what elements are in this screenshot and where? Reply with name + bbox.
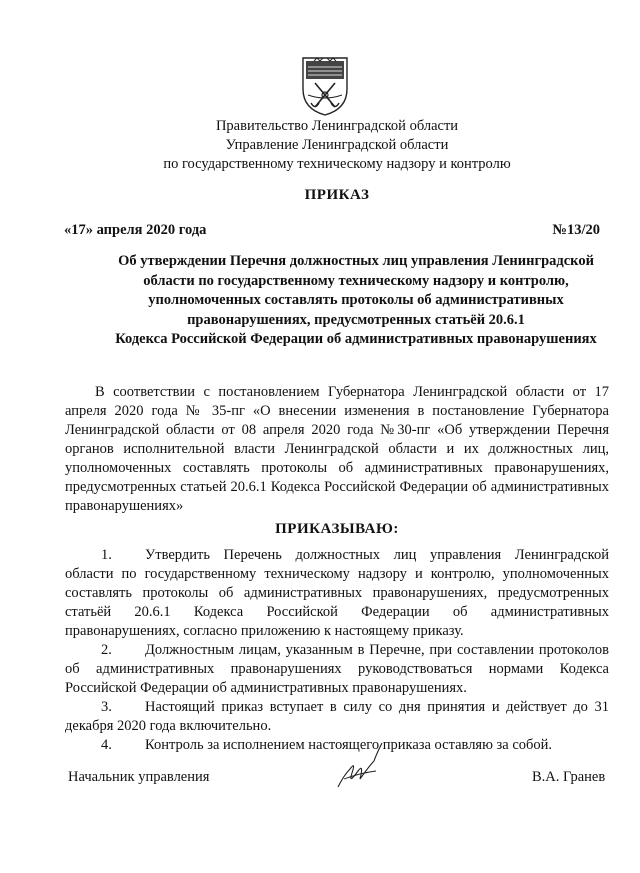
subject-line: Об утверждении Перечня должностных лиц управления Ленинградской (118, 253, 594, 269)
coat-of-arms-icon (300, 55, 350, 117)
signer-name: В.А. Гранев (532, 769, 606, 785)
item-number: 3. (101, 699, 112, 715)
date-number-line (64, 222, 600, 239)
order-date: «17» апреля 2020 года (64, 222, 207, 238)
org-line: по государственному техническому надзору и контролю (163, 156, 511, 172)
list-item (65, 546, 609, 641)
handwritten-signature-icon (330, 735, 390, 795)
decree-heading: ПРИКАЗЫВАЮ: (275, 521, 399, 537)
subject-line: уполномоченных составлять протоколы об административных (148, 292, 564, 308)
order-subject (96, 252, 616, 350)
preamble-paragraph: В соответствии с постановлением Губернатора Ленинградской области от 17 апреля 2020 года № 35-пг «О внесении изменения в постановление Губернатора Ленинградской области от 08 апреля 2020 года №30-пг «Об утверждении Перечня органов исполнительной власти Ленинградской области и их должностных лиц, уполномоченных составлять протоколы об административных правонарушениях, предусмотренных статьей 20.6.1 Кодекса Российской Федерации об административных правонарушениях» (65, 384, 609, 514)
subject-line: правонарушениях, предусмотренных статьёй 20.6.1 (187, 311, 525, 328)
org-line: Управление Ленинградской области (225, 137, 449, 153)
order-items-list (65, 546, 609, 755)
org-line: Правительство Ленинградской области (215, 118, 459, 134)
signer-position: Начальник управления (68, 769, 210, 785)
organization-header (0, 117, 640, 174)
document-type-title: ПРИКАЗ (304, 187, 370, 203)
list-item (65, 641, 609, 698)
order-number: №13/20 (552, 222, 600, 238)
item-number: 4. (101, 737, 112, 753)
list-item (65, 698, 609, 736)
subject-line: области по государственному техническому надзору и контролю, (143, 272, 569, 289)
item-text: Утвердить Перечень должностных лиц управления Ленинградской области по государственному техническому надзору и контролю, уполномоченных составлять протоколы об административных правонарушениях, предусмотренных статьёй 20.6.1 Кодекса Российской Федерации об административных правонарушениях, согласно приложению к настоящему приказу. (65, 547, 609, 639)
subject-line: Кодекса Российской Федерации об административных правонарушениях (115, 331, 597, 347)
item-number: 2. (101, 642, 112, 658)
item-number: 1. (101, 547, 112, 563)
item-text: Контроль за исполнением настоящего приказа оставляю за собой. (145, 737, 553, 753)
item-text: Должностным лицам, указанным в Перечне, при составлении протоколов об административных правонарушениях руководствоваться нормами Кодекса Российской Федерации об административных правонарушениях. (65, 642, 609, 696)
item-text: Настоящий приказ вступает в силу со дня принятия и действует до 31 декабря 2020 года включительно. (65, 699, 609, 734)
